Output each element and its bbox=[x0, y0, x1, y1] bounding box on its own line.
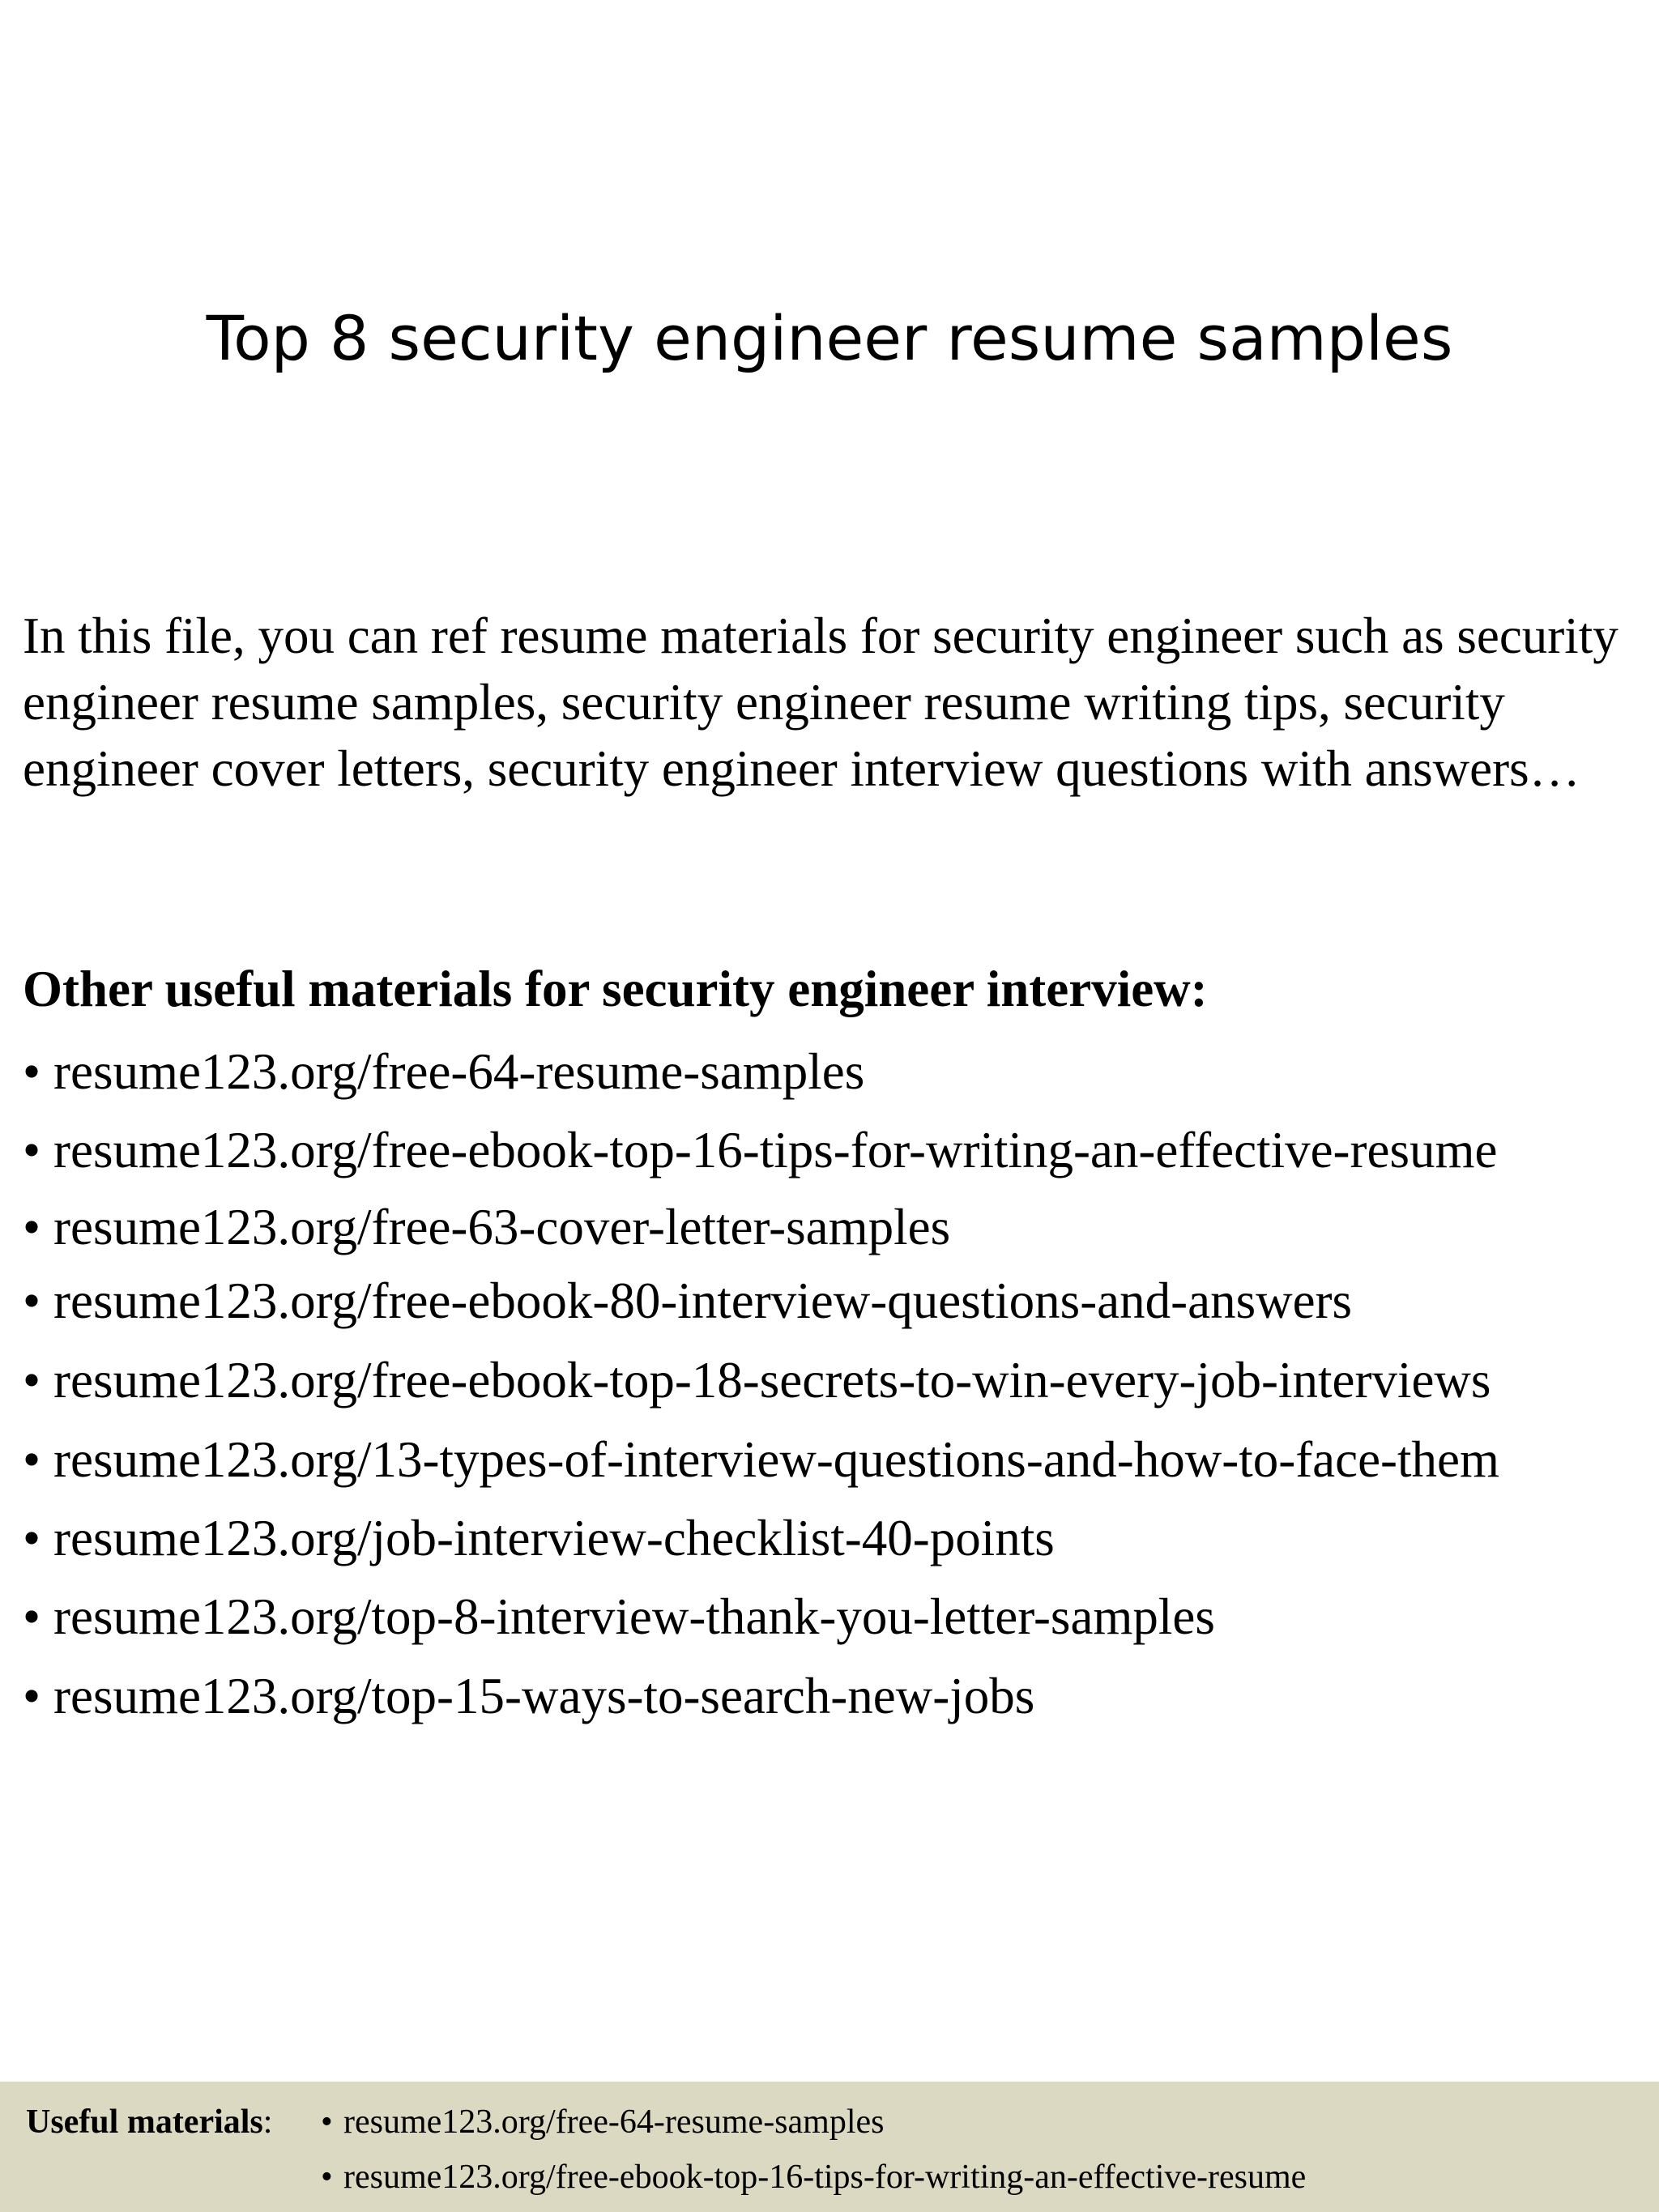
list-item bbox=[23, 1194, 950, 1260]
footer-label-colon: : bbox=[262, 2103, 273, 2141]
footer-item bbox=[321, 2153, 1306, 2201]
list-item bbox=[23, 1347, 1491, 1413]
list-item bbox=[23, 1426, 1499, 1493]
bullet-icon: • bbox=[23, 1272, 41, 1329]
material-link[interactable]: resume123.org/top-8-interview-thank-you-letter-samples bbox=[53, 1588, 1215, 1645]
materials-heading: Other useful materials for security engineer interview: bbox=[23, 961, 1208, 1017]
bullet-icon: • bbox=[23, 1043, 41, 1100]
material-link[interactable]: resume123.org/job-interview-checklist-40-points bbox=[53, 1510, 1055, 1566]
intro-paragraph: In this file, you can ref resume materials for security engineer such as security engineer resume samples, security engineer resume writing tips, security engineer cover letters, security engineer interview questions with answers… bbox=[23, 607, 1618, 797]
footer-link[interactable]: resume123.org/free-ebook-top-16-tips-for-writing-an-effective-resume bbox=[343, 2159, 1307, 2196]
list-item bbox=[23, 1663, 1034, 1729]
bullet-icon: • bbox=[23, 1588, 41, 1645]
material-link[interactable]: resume123.org/free-64-resume-samples bbox=[53, 1043, 865, 1100]
bullet-icon: • bbox=[23, 1199, 41, 1255]
footer-label-text: Useful materials bbox=[26, 2103, 263, 2141]
page-title: Top 8 security engineer resume samples bbox=[206, 302, 1453, 374]
list-item bbox=[23, 1268, 1352, 1334]
footer-bar bbox=[0, 2082, 1659, 2212]
material-link[interactable]: resume123.org/free-ebook-top-16-tips-for-writing-an-effective-resume bbox=[53, 1122, 1498, 1178]
material-link[interactable]: resume123.org/top-15-ways-to-search-new-jobs bbox=[53, 1668, 1035, 1724]
list-item bbox=[23, 1038, 864, 1105]
bullet-icon: • bbox=[321, 2159, 333, 2196]
material-link[interactable]: resume123.org/free-ebook-80-interview-questions-and-answers bbox=[53, 1272, 1353, 1329]
bullet-icon: • bbox=[23, 1352, 41, 1409]
bullet-icon: • bbox=[23, 1431, 41, 1488]
bullet-icon: • bbox=[23, 1510, 41, 1566]
list-item bbox=[23, 1505, 1055, 1571]
footer-link[interactable]: resume123.org/free-64-resume-samples bbox=[343, 2103, 885, 2141]
material-link[interactable]: resume123.org/free-63-cover-letter-samples bbox=[53, 1199, 951, 1255]
bullet-icon: • bbox=[23, 1122, 41, 1178]
material-link[interactable]: resume123.org/13-types-of-interview-questions-and-how-to-face-them bbox=[53, 1431, 1500, 1488]
footer-label bbox=[26, 2098, 272, 2146]
footer-item bbox=[321, 2098, 885, 2146]
list-item bbox=[23, 1583, 1215, 1650]
bullet-icon: • bbox=[23, 1668, 41, 1724]
material-link[interactable]: resume123.org/free-ebook-top-18-secrets-to-win-every-job-interviews bbox=[53, 1352, 1491, 1409]
list-item bbox=[23, 1117, 1497, 1183]
bullet-icon: • bbox=[321, 2103, 333, 2141]
